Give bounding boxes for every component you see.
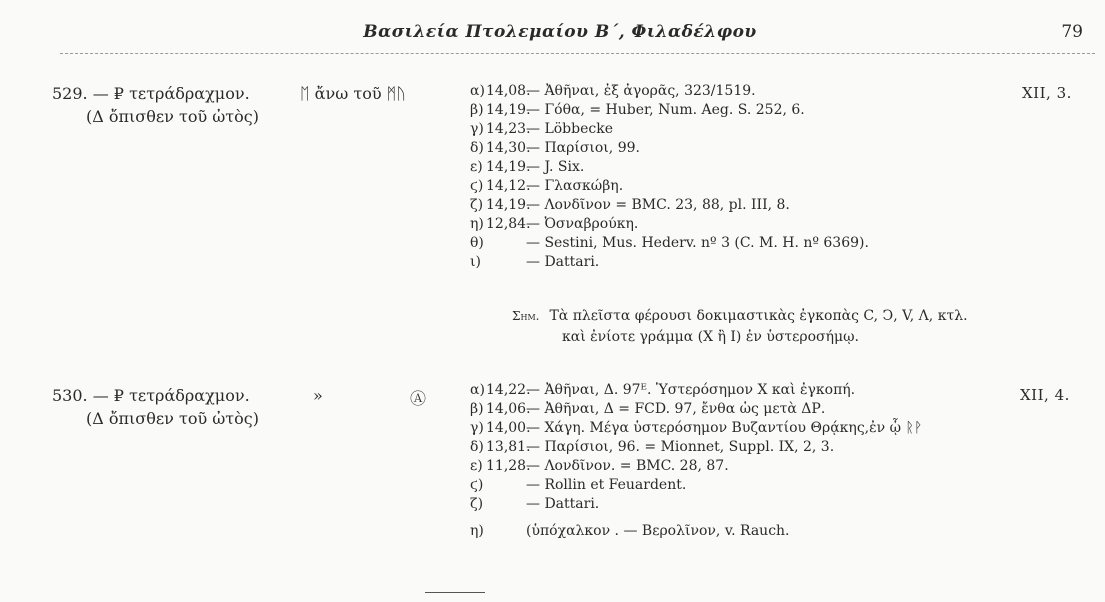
specimen-line: η) (ὑπόχαλκον . — Βερολῖνον, v. Rauch. — [470, 523, 790, 539]
specimen-line: β) 14,06. — Ἀθῆναι, Δ = FCD. 97, ἔνθα ὡς μετὰ ΔΡ. — [470, 401, 826, 417]
entry-530-heading — [52, 386, 259, 428]
entry-530-specimens — [470, 381, 922, 541]
page-number: 79 — [1061, 22, 1083, 42]
specimen-line: α) 14,08. — Ἀθῆναι, ἐξ ἀγορᾶς, 323/1519. — [470, 83, 756, 99]
specimen-line: δ) 13,81. — Παρίσιοι, 96. = Mionnet, Suppl. IX, 2, 3. — [470, 439, 835, 455]
entry-529-specimens — [470, 82, 869, 272]
specimen-line: δ) 14,30. — Παρίσιοι, 99. — [470, 140, 640, 156]
specimen-line: ι) — Dattari. — [470, 254, 600, 270]
entry-530-subtitle: (Δ ὄπισθεν τοῦ ὠτὸς) — [86, 409, 259, 428]
entry-530-plate-ref: XII, 4. — [1020, 386, 1070, 404]
entry-529-heading — [52, 84, 259, 126]
entry-530-monogram: Ⓐ — [410, 389, 427, 408]
specimen-line: ϛ) 14,12. — Γλασκώβη. — [470, 178, 624, 194]
specimen-line: γ) 14,23. — Löbbecke — [470, 121, 613, 137]
specimen-line: β) 14,19. — Γόθα, = Huber, Num. Aeg. S. 252, 6. — [470, 102, 805, 118]
entry-529-note — [512, 306, 968, 348]
specimen-line: ζ) — Dattari. — [470, 496, 600, 512]
specimen-line: α) 14,22. — Ἀθῆναι, Δ. 97ᴱ. Ὑστερόσημον Χ καὶ ἐγκοπή. — [470, 382, 856, 398]
entry-529-subtitle: (Δ ὄπισθεν τοῦ ὠτὸς) — [86, 107, 259, 126]
note-label: Σημ. — [512, 309, 540, 323]
footer-rule — [425, 592, 485, 593]
specimen-line: ϛ) — Rollin et Feuardent. — [470, 477, 687, 493]
entry-530-title: 530. — ₽ τετράδραχμον. — [52, 386, 250, 405]
specimen-line: η) 12,84. — Ὀσναβρούκη. — [470, 216, 639, 232]
entry-530-ditto-mark: » — [313, 386, 323, 405]
entry-529-monogram: ᛖ ἄνω τοῦ ᛗᚢ — [300, 84, 406, 103]
specimen-line: γ) 14,00. — Χάγη. Μέγα ὑστερόσημον Βυζαντίου Θρᾴκης,ἐν ᾧ ᚱᚹ — [470, 420, 923, 436]
specimen-line: ζ) 14,19. — Λονδῖνον = BMC. 23, 88, pl. III, 8. — [470, 197, 790, 213]
header-rule — [60, 53, 1095, 54]
entry-529-plate-ref: XII, 3. — [1022, 84, 1072, 102]
note-line-1: Τὰ πλεῖστα φέρουσι δοκιμαστικὰς ἐγκοπὰς C, Ͻ, V, Λ, κτλ. — [549, 308, 968, 324]
specimen-line: ε) 14,19. — J. Six. — [470, 159, 585, 175]
specimen-line: ε) 11,28. — Λονδῖνον. = BMC. 28, 87. — [470, 458, 729, 474]
entry-529-title: 529. — ₽ τετράδραχμον. — [52, 84, 250, 103]
page-title: Βασιλεία Πτολεμαίου Β΄, Φιλαδέλφου — [363, 22, 757, 42]
note-line-2: καὶ ἐνίοτε γράμμα (Χ ἢ Ι) ἐν ὑστεροσήμῳ. — [562, 329, 859, 345]
specimen-line: θ) — Sestini, Mus. Hederv. nº 3 (C. M. H. nº 6369). — [470, 235, 869, 251]
